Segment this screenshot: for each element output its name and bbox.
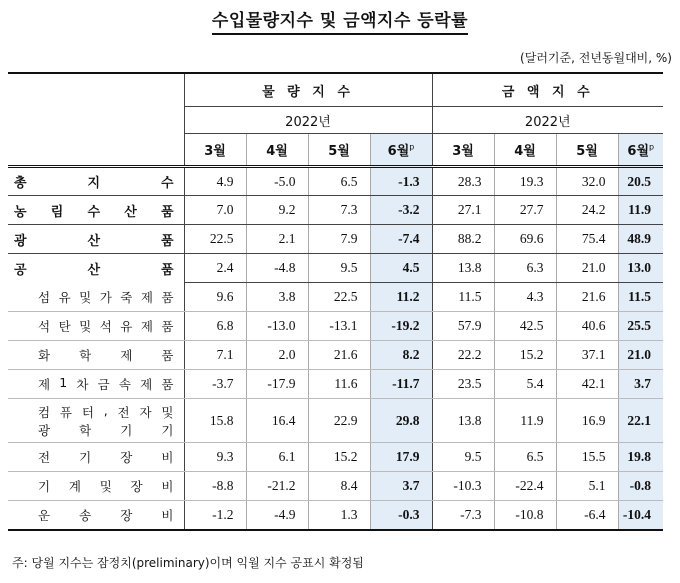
value-cell: 21.6	[556, 283, 618, 312]
volume-cell: 9.6	[184, 283, 246, 312]
month-header: 3월	[432, 134, 494, 167]
table-row	[8, 443, 663, 472]
volume-cell: 22.5	[308, 283, 370, 312]
value-cell: 22.2	[432, 341, 494, 370]
value-cell: 9.5	[432, 443, 494, 472]
value-cell: -6.4	[556, 501, 618, 530]
table-row	[8, 341, 663, 370]
volume-cell: -21.2	[246, 472, 308, 501]
volume-cell: -11.7	[370, 370, 432, 399]
row-label: 기 계 및 장 비	[8, 472, 184, 501]
volume-cell: -13.0	[246, 312, 308, 341]
volume-cell: 4.9	[184, 167, 246, 196]
month-header: 4월	[494, 134, 556, 167]
value-cell: 5.1	[556, 472, 618, 501]
value-cell: 23.5	[432, 370, 494, 399]
month-header: 5월	[308, 134, 370, 167]
volume-cell: 29.8	[370, 399, 432, 443]
value-cell: 3.7	[618, 370, 663, 399]
month-header: 3월	[184, 134, 246, 167]
value-cell: 20.5	[618, 167, 663, 196]
table-row	[8, 167, 663, 196]
row-label: 운 송 장 비	[8, 501, 184, 530]
table-row	[8, 225, 663, 254]
value-cell: 21.0	[556, 254, 618, 283]
volume-cell: -1.3	[370, 167, 432, 196]
page-title: 수입물량지수 및 금액지수 등락률	[0, 6, 680, 31]
table-row	[8, 501, 663, 530]
value-year-header: 2022년	[432, 107, 663, 134]
volume-cell: 2.4	[184, 254, 246, 283]
volume-cell: 8.2	[370, 341, 432, 370]
value-cell: 21.0	[618, 341, 663, 370]
volume-cell: 11.6	[308, 370, 370, 399]
row-label: 전 기 장 비	[8, 443, 184, 472]
row-label: 화 학 제 품	[8, 341, 184, 370]
volume-cell: -4.8	[246, 254, 308, 283]
table-row	[8, 472, 663, 501]
table-row	[8, 196, 663, 225]
volume-cell: 7.3	[308, 196, 370, 225]
row-label: 석 탄 및 석 유 제 품	[8, 312, 184, 341]
value-cell: 4.3	[494, 283, 556, 312]
row-label: 농 림 수 산 품	[8, 196, 184, 225]
volume-cell: 2.1	[246, 225, 308, 254]
value-cell: -10.8	[494, 501, 556, 530]
value-cell: 19.8	[618, 443, 663, 472]
volume-cell: 6.5	[308, 167, 370, 196]
volume-cell: -0.3	[370, 501, 432, 530]
value-cell: 37.1	[556, 341, 618, 370]
value-cell: 69.6	[494, 225, 556, 254]
volume-cell: 7.9	[308, 225, 370, 254]
value-cell: 75.4	[556, 225, 618, 254]
value-cell: -0.8	[618, 472, 663, 501]
volume-cell: 3.7	[370, 472, 432, 501]
value-index-header: 금 액 지 수	[432, 73, 663, 107]
value-cell: 42.5	[494, 312, 556, 341]
value-cell: 15.2	[494, 341, 556, 370]
value-cell: 27.1	[432, 196, 494, 225]
value-cell: 27.7	[494, 196, 556, 225]
value-cell: -10.4	[618, 501, 663, 530]
volume-cell: 7.0	[184, 196, 246, 225]
month-header-prelim: 6월$^p$	[618, 134, 663, 167]
row-label: 공 산 품	[14, 262, 174, 278]
month-header: 5월	[556, 134, 618, 167]
month-header: 4월	[246, 134, 308, 167]
volume-cell: 4.5	[370, 254, 432, 283]
value-cell: 5.4	[494, 370, 556, 399]
table-row	[8, 370, 663, 399]
volume-cell: 1.3	[308, 501, 370, 530]
value-cell: 11.5	[618, 283, 663, 312]
value-cell: -10.3	[432, 472, 494, 501]
volume-cell: -13.1	[308, 312, 370, 341]
header-corner	[8, 73, 184, 107]
value-cell: 13.8	[432, 254, 494, 283]
volume-cell: 6.8	[184, 312, 246, 341]
volume-cell: 11.2	[370, 283, 432, 312]
volume-cell: 7.1	[184, 341, 246, 370]
footnote: 주: 당월 지수는 잠정치(preliminary)이며 익월 지수 공표시 확정됨	[12, 556, 364, 570]
value-cell: 6.3	[494, 254, 556, 283]
volume-cell: 16.4	[246, 399, 308, 443]
volume-cell: 9.5	[308, 254, 370, 283]
value-cell: -7.3	[432, 501, 494, 530]
volume-cell: -4.9	[246, 501, 308, 530]
value-cell: 11.9	[618, 196, 663, 225]
volume-index-header: 물 량 지 수	[184, 73, 432, 107]
row-label: 컴 퓨 터 , 전 자 및 광 학 기 기	[8, 399, 184, 443]
unit-note: (달러기준, 전년동월대비, %)	[520, 51, 672, 65]
value-cell: 48.9	[618, 225, 663, 254]
index-table	[8, 72, 663, 531]
value-cell: 11.5	[432, 283, 494, 312]
value-cell: 40.6	[556, 312, 618, 341]
volume-cell: -3.2	[370, 196, 432, 225]
row-label: 광 산 품	[8, 225, 184, 254]
volume-cell: 6.1	[246, 443, 308, 472]
volume-cell: 8.4	[308, 472, 370, 501]
table-row	[8, 312, 663, 341]
table-row	[8, 399, 663, 443]
table-row	[8, 254, 663, 283]
volume-cell: -17.9	[246, 370, 308, 399]
volume-cell: 22.5	[184, 225, 246, 254]
volume-cell: 2.0	[246, 341, 308, 370]
row-label: 섬 유 및 가 죽 제 품	[8, 283, 184, 312]
volume-cell: -7.4	[370, 225, 432, 254]
volume-cell: -19.2	[370, 312, 432, 341]
value-cell: 19.3	[494, 167, 556, 196]
value-cell: 57.9	[432, 312, 494, 341]
volume-cell: -3.7	[184, 370, 246, 399]
value-cell: 25.5	[618, 312, 663, 341]
volume-cell: -5.0	[246, 167, 308, 196]
value-cell: 11.9	[494, 399, 556, 443]
value-cell: 28.3	[432, 167, 494, 196]
volume-cell: 22.9	[308, 399, 370, 443]
volume-cell: 3.8	[246, 283, 308, 312]
table-body	[8, 167, 663, 530]
value-cell: -22.4	[494, 472, 556, 501]
value-cell: 15.5	[556, 443, 618, 472]
volume-cell: -8.8	[184, 472, 246, 501]
volume-cell: 9.3	[184, 443, 246, 472]
month-header-prelim: 6월$^p$	[370, 134, 432, 167]
value-cell: 13.8	[432, 399, 494, 443]
volume-cell: -1.2	[184, 501, 246, 530]
volume-cell: 21.6	[308, 341, 370, 370]
table-row	[8, 283, 663, 312]
volume-cell: 15.8	[184, 399, 246, 443]
volume-cell: 15.2	[308, 443, 370, 472]
value-cell: 32.0	[556, 167, 618, 196]
value-cell: 16.9	[556, 399, 618, 443]
row-label: 제 1 차 금 속 제 품	[8, 370, 184, 399]
value-cell: 13.0	[618, 254, 663, 283]
volume-cell: 17.9	[370, 443, 432, 472]
value-cell: 42.1	[556, 370, 618, 399]
volume-year-header: 2022년	[184, 107, 432, 134]
value-cell: 24.2	[556, 196, 618, 225]
volume-cell: 9.2	[246, 196, 308, 225]
value-cell: 6.5	[494, 443, 556, 472]
value-cell: 22.1	[618, 399, 663, 443]
value-cell: 88.2	[432, 225, 494, 254]
row-label: 총 지 수	[8, 167, 184, 196]
